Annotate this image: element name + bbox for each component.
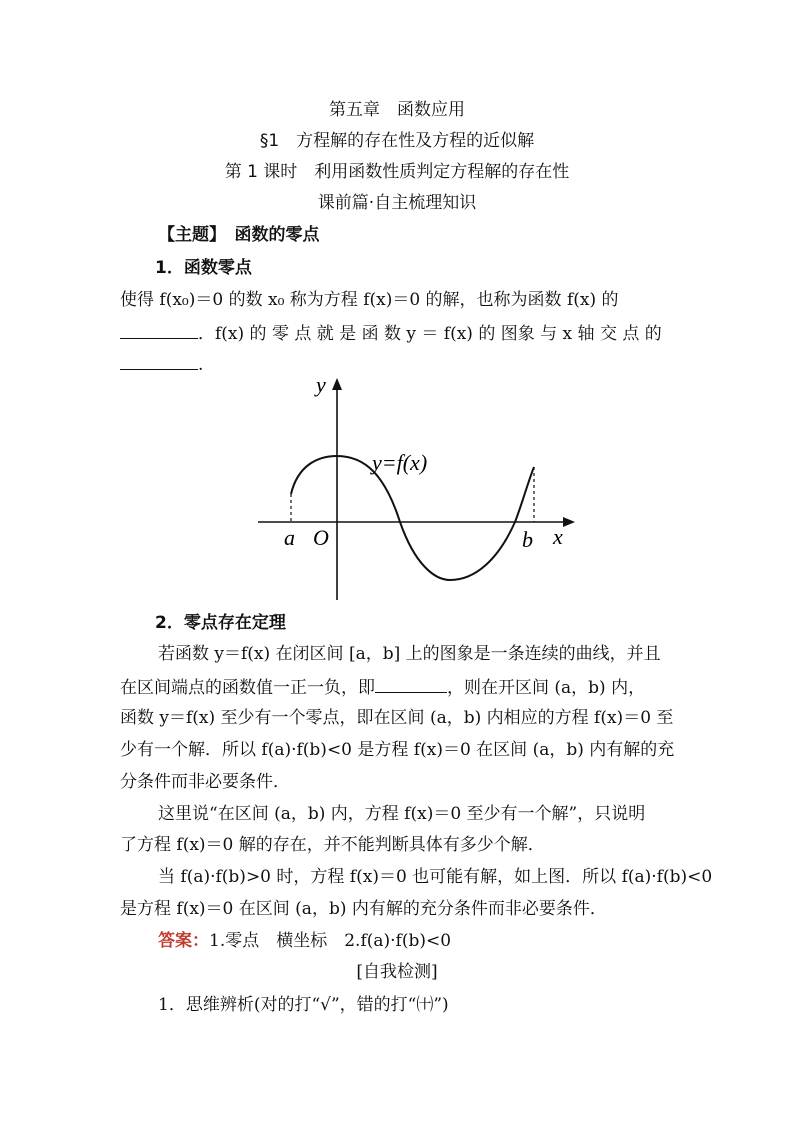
- item2-p1-line5: 分条件而非必要条件．: [120, 772, 290, 792]
- answer-blank-2[interactable]: [120, 351, 198, 370]
- function-graph: [250, 370, 580, 605]
- answer-line: [158, 929, 451, 953]
- item2-p2-line2: 了方程 f(x)＝0 解的存在，并不能判断具体有多少个解．: [120, 835, 545, 855]
- item1-line3-end: .: [198, 355, 204, 375]
- point-b-label: b: [522, 527, 533, 552]
- item2-p3-line1: 当 f(a)·f(b)>0 时，方程 f(x)＝0 也可能有解，如上图．所以 f(a)·f(b)<0: [158, 867, 713, 887]
- answer-blank-1[interactable]: [120, 320, 198, 339]
- item2-p3-line2: 是方程 f(x)＝0 在区间 (a，b) 内有解的充分条件而非必要条件．: [120, 899, 607, 919]
- answer-blank-3[interactable]: [375, 674, 447, 693]
- item1-title: 1．函数零点: [155, 258, 252, 278]
- item2-p2-line1: 这里说“在区间 (a，b) 内，方程 f(x)＝0 至少有一个解”，只说明: [158, 804, 646, 824]
- part-title: 课前篇·自主梳理知识: [317, 193, 477, 213]
- topic-heading: 【主题】 函数的零点: [158, 225, 320, 245]
- y-axis-arrow: [332, 378, 342, 390]
- point-a-label: a: [284, 525, 295, 550]
- answer-label: 答案：: [158, 931, 209, 951]
- item1-line2: ．f(x) 的 零 点 就 是 函 数 y ＝ f(x) 的 图象 与 x 轴 交 点 的: [198, 324, 662, 344]
- self-check-title: [自我检测]: [356, 962, 438, 982]
- section-title: §1 方程解的存在性及方程的近似解: [259, 131, 535, 151]
- item2-p1-line2a: 在区间端点的函数值一正一负，即: [120, 678, 375, 698]
- item2-p1-line4: 少有一个解．所以 f(a)·f(b)<0 是方程 f(x)＝0 在区间 (a，b) 内有解的充: [120, 740, 675, 760]
- x-axis-arrow: [563, 517, 575, 527]
- item2-p1-line2b: ，则在开区间 (a，b) 内，: [447, 678, 646, 698]
- lesson-title: 第 1 课时 利用函数性质判定方程解的存在性: [224, 162, 570, 182]
- answer-text: 1.零点 横坐标 2.f(a)·f(b)<0: [209, 931, 452, 951]
- y-axis-label: y: [316, 372, 326, 397]
- origin-label: O: [313, 525, 329, 550]
- x-axis-label: x: [553, 524, 563, 549]
- item1-line2-wrap: [120, 320, 662, 346]
- self-check-question-1: 1．思维辨析(对的打“√”，错的打“㈩”): [158, 995, 449, 1015]
- curve-label: y=f(x): [372, 450, 428, 475]
- item1-line3-wrap: [120, 351, 203, 377]
- chapter-title: 第五章 函数应用: [329, 100, 465, 120]
- item2-p1-line1: 若函数 y＝f(x) 在闭区间 [a，b] 上的图象是一条连续的曲线，并且: [158, 644, 661, 664]
- item2-p1-line2-wrap: [120, 674, 645, 700]
- item2-p1-line3: 函数 y＝f(x) 至少有一个零点，即在区间 (a，b) 内相应的方程 f(x)＝0 至: [120, 708, 674, 728]
- item2-title: 2．零点存在定理: [155, 613, 286, 633]
- item1-line1: 使得 f(x₀)＝0 的数 x₀ 称为方程 f(x)＝0 的解，也称为函数 f(x) 的: [120, 290, 619, 310]
